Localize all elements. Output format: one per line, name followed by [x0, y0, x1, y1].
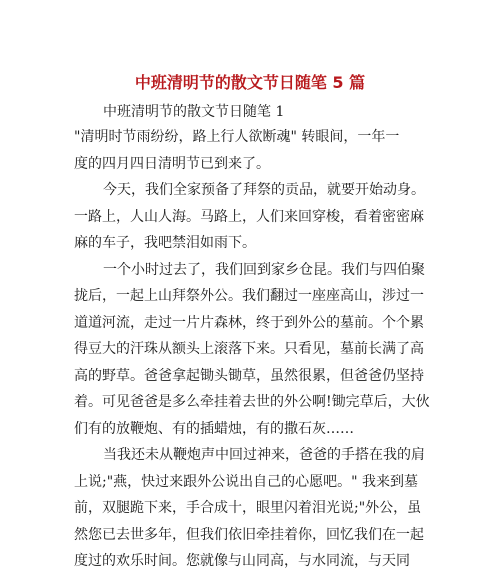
paragraph-line: 前，双腿跪下来，手合成十，眼里闪着泪光说;"外公，虽: [74, 500, 422, 516]
paragraph-4: [74, 442, 426, 575]
paragraph-line: 今天，我们全家预备了拜祭的贡品，就要开始动身。: [103, 182, 425, 198]
paragraph-line: 度过的欢乐时间。您就像与山同高，与水同流，与天同: [74, 553, 410, 569]
paragraph-line: 们有的放鞭炮、有的插蜡烛，有的撒石灰……: [74, 420, 354, 437]
paragraph-line: "清明时节雨纷纷，路上行人欲断魂" 转眼间，一年一: [74, 129, 400, 145]
paragraph-line: 上说;"燕，快过来跟外公说出自己的心愿吧。" 我来到墓: [74, 473, 419, 490]
paragraph-3: [74, 257, 430, 443]
paragraph-2: [74, 177, 426, 257]
paragraph-line: 然您已去世多年，但我们依旧牵挂着你，回忆我们在一起: [74, 526, 424, 543]
paragraph-line: 度的四月四日清明节已到来了。: [74, 155, 270, 172]
paragraph-line: 麻的车子，我吧禁泪如雨下。: [74, 235, 256, 251]
paragraph-line: 一个小时过去了，我们回到家乡仓昆。我们与四伯聚: [103, 261, 425, 278]
paragraph-line: 得豆大的汗珠从额头上滚落下来。只看见，墓前长满了高: [74, 341, 424, 357]
paragraph-line: 道道河流，走过一片片森林，终于到外公的墓前。个个累: [74, 314, 424, 331]
paragraph-1: [74, 124, 426, 177]
paragraph-line: 高的野草。爸爸拿起锄头锄草，虽然很累，但爸爸仍坚持: [74, 367, 424, 384]
paragraph-line: 拢后，一起上山拜祭外公。我们翻过一座座高山，涉过一: [74, 288, 424, 304]
document-subtitle: 中班清明节的散文节日随笔 1: [103, 104, 285, 120]
paragraph-line: 一路上，人山人海。马路上，人们来回穿梭，看着密密麻: [74, 208, 424, 225]
document-body: [74, 124, 430, 575]
paragraph-line: 着。可见爸爸是多么牵挂着去世的外公啊!锄完草后，大伙: [74, 394, 430, 410]
paragraph-line: 当我还未从鞭炮声中回过神来，爸爸的手搭在我的肩: [103, 447, 425, 463]
document-title: 中班清明节的散文节日随笔 5 篇: [134, 73, 366, 92]
